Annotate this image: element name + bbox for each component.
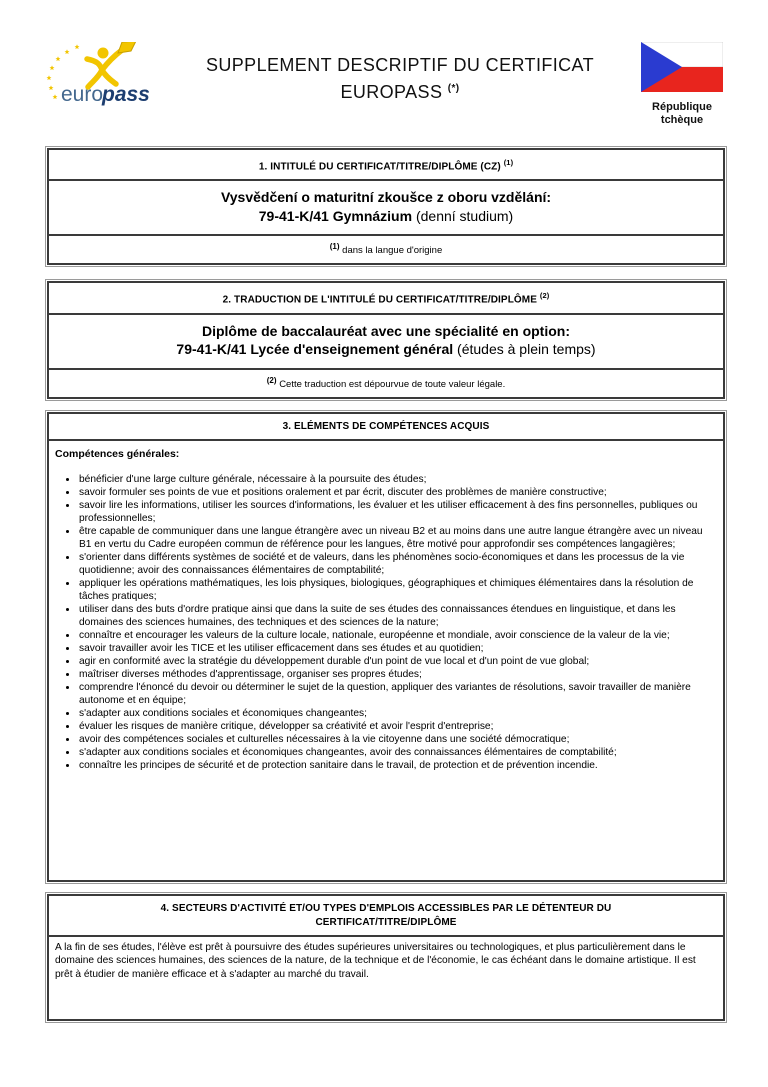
section-4-header-line1: 4. SECTEURS D'ACTIVITÉ ET/OU TYPES D'EMPLOIS ACCESSIBLES PAR LE DÉTENTEUR DU (160, 902, 612, 914)
competence-item: • savoir travailler avoir les TICE et les utiliser efficacement dans ses études et au quotidien; (78, 642, 711, 655)
section-4-inner (47, 894, 725, 1021)
section-1-header-text: 1. INTITULÉ DU CERTIFICAT/TITRE/DIPLÔME (CZ) (258, 161, 501, 173)
flag-caption (636, 101, 728, 126)
section-4-secteurs-activite (45, 892, 727, 1023)
competence-item: • évaluer les risques de manière critique, développer sa créativité et avoir l'esprit d'entreprise; (78, 720, 711, 733)
document-title (164, 42, 636, 104)
competence-item: • s'adapter aux conditions sociales et économiques changeantes, avoir des connaissances élémentaires de comptabilité; (78, 746, 711, 759)
flag-caption-line1: République (652, 101, 712, 113)
section-3-content (49, 441, 723, 880)
competence-item: • agir en conformité avec la stratégie du développement durable d'un point de vue local et d'un point de vue global; (78, 655, 711, 668)
competence-item: • être capable de communiquer dans une langue étrangère avec un niveau B2 et au moins dans une autre langue étrangère avec un niveau B1 en vertu du Cadre européen commun de référence pour les langues, être motivé pour approfondir ses compétences langagières; (78, 525, 711, 551)
document-title-europass: EUROPASS (340, 82, 443, 102)
competence-item: • connaître les principes de sécurité et de protection sanitaire dans le travail, de protection et de prévention incendie. (78, 759, 711, 772)
country-flag-block (636, 42, 728, 126)
footnote-2-superscript: (2) (266, 375, 277, 385)
certificate-title-original-line1: Vysvědčení o maturitní zkoušce z oboru vzdělání: (220, 189, 552, 206)
europass-logo-icon (42, 42, 164, 108)
page-header (0, 0, 768, 126)
section-1-intitule-certificat (45, 146, 727, 267)
certificate-code-original: 79-41-K/41 Gymnázium (258, 207, 413, 224)
section-2-inner (47, 281, 725, 398)
section-2-header (49, 283, 723, 314)
competence-item: • s'adapter aux conditions sociales et économiques changeantes; (78, 707, 711, 720)
certificate-study-mode-original: (denní studium) (415, 207, 514, 224)
section-1-content (49, 181, 723, 234)
competence-item: • connaître et encourager les valeurs de la culture locale, nationale, européenne et mondiale, avoir conscience de la valeur de la vie; (78, 629, 711, 642)
section-2-header-text: 2. TRADUCTION DE L'INTITULÉ DU CERTIFICAT/TITRE/DIPLÔME (222, 294, 537, 306)
section-4-content: A la fin de ses études, l'élève est prêt à poursuivre des études supérieures universitaires ou technologiques, et plus particulièrement dans le domaine des sciences humaines, des sciences de la nature, de la technique et de l'économie, le cas échéant dans le domaine artistique. Il est prêt à étudier de manière efficace et à s'adapter au marché du travail. (55, 941, 696, 980)
section-2-header-superscript: (2) (539, 291, 550, 301)
section-3-header (49, 414, 723, 441)
footnote-2-text: Cette traduction est dépourvue de toute valeur légale. (279, 378, 506, 390)
europass-logo (42, 42, 164, 113)
certificate-study-mode-translated: (études à plein temps) (457, 341, 596, 358)
competence-item: • s'orienter dans différents systèmes de société et de valeurs, dans les phénomènes socio-économiques et dans les processus de la vie quotidienne; avoir des connaissances élémentaires de comptabilité; (78, 551, 711, 577)
certificate-title-translated-line2 (61, 340, 711, 359)
svg-text:pass: pass (102, 83, 150, 106)
certificate-code-translated: 79-41-K/41 Lycée d'enseignement général (176, 341, 454, 358)
section-2-content (49, 315, 723, 368)
section-1-header (49, 150, 723, 181)
document-title-line2 (164, 77, 636, 104)
section-1-header-superscript: (1) (503, 158, 514, 167)
footnote-1-text: dans la langue d'origine (342, 245, 443, 257)
competence-item: • utiliser dans des buts d'ordre pratique ainsi que dans la suite de ses études des connaissances étendues en linguistique, et dans les domaines des sciences humaines, des techniques et des sciences de la nature; (78, 603, 711, 629)
competence-item: • avoir des compétences sociales et culturelles nécessaires à la vie citoyenne dans une société démocratique; (78, 733, 711, 746)
section-4-header-line2: CERTIFICAT/TITRE/DIPLÔME (315, 916, 457, 928)
competences-generales-label: Compétences générales: (55, 447, 180, 460)
footnote-1-superscript: (1) (329, 242, 340, 252)
section-2-footnote (49, 368, 723, 397)
certificate-title-translated-line1: Diplôme de baccalauréat avec une spécialité en option: (201, 322, 570, 339)
flag-caption-line2: tchèque (660, 113, 704, 126)
section-3-competences-acquis (45, 410, 727, 884)
section-2-traduction-intitule (45, 279, 727, 400)
svg-text:euro: euro (61, 83, 104, 106)
competence-item: • savoir formuler ses points de vue et positions oralement et par écrit, discuter des problèmes de manière constructive; (78, 486, 711, 499)
title-asterisk-superscript: (*) (447, 83, 460, 94)
section-3-header-text: 3. ELÉMENTS DE COMPÉTENCES ACQUIS (282, 420, 490, 432)
competence-item: • bénéficier d'une large culture générale, nécessaire à la poursuite des études; (78, 473, 711, 486)
czech-flag-icon (641, 42, 723, 92)
competence-item: • comprendre l'énoncé du devoir ou déterminer le sujet de la question, appliquer des variantes de résolutions, savoir travailler de manière autonome et en équipe; (78, 681, 711, 707)
document-title-line1: SUPPLEMENT DESCRIPTIF DU CERTIFICAT (205, 55, 595, 75)
competence-item: • maîtriser diverses méthodes d'apprentissage, organiser ses propres études; (78, 668, 711, 681)
competences-list (55, 473, 715, 772)
section-4-header (49, 896, 723, 937)
certificate-title-original-line2 (61, 207, 711, 226)
competence-item: • appliquer les opérations mathématiques, les lois physiques, biologiques, géographiques et chimiques élémentaires dans la résolution de tâches pratiques; (78, 577, 711, 603)
section-1-inner (47, 148, 725, 265)
section-1-footnote (49, 234, 723, 263)
section-3-inner (47, 412, 725, 882)
competence-item: • savoir lire les informations, utiliser les sources d'informations, les évaluer et les utiliser efficacement à des fins personnelles, publiques ou professionnelles; (78, 499, 711, 525)
